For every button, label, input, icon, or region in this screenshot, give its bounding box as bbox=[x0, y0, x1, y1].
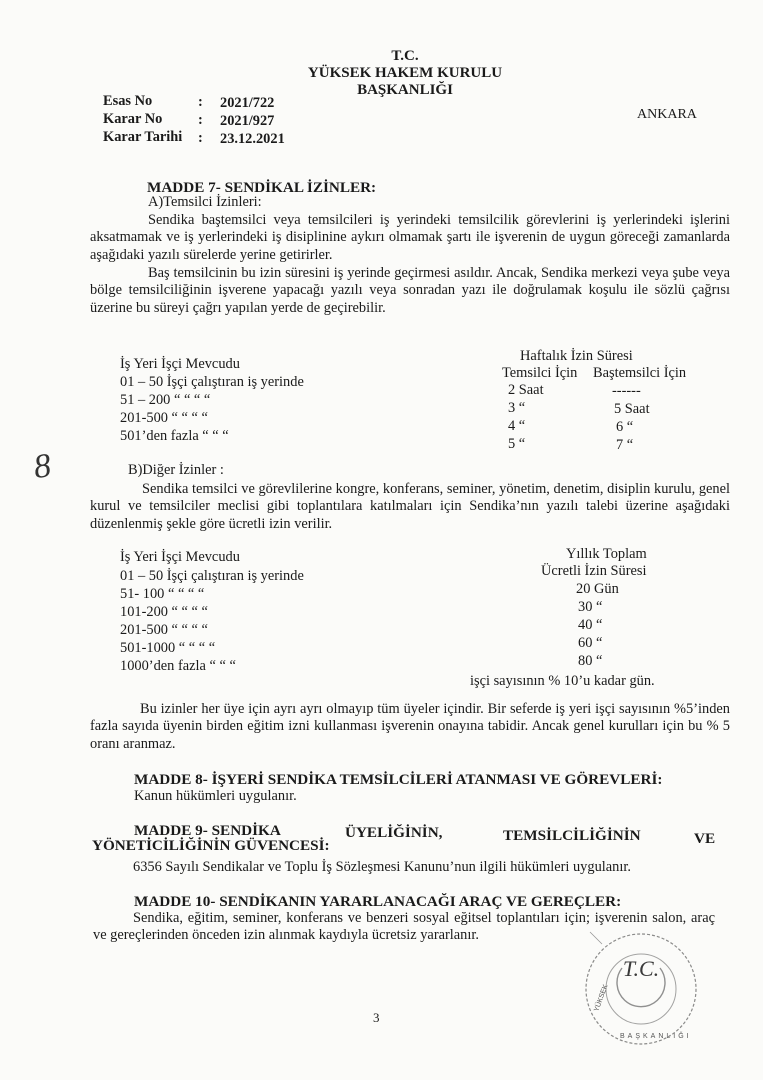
table1-row-bas: 6 “ bbox=[616, 419, 634, 435]
table1-col-bas: Baştemsilci İçin bbox=[593, 365, 687, 381]
header-presidency: BAŞKANLIĞI bbox=[357, 82, 453, 98]
madde7-title: MADDE 7- SENDİKAL İZİNLER: bbox=[147, 179, 377, 196]
madde8-title: MADDE 8- İŞYERİ SENDİKA TEMSİLCİLERİ ATANMASI VE GÖREVLERİ: bbox=[134, 771, 663, 788]
table2-row-range: 01 – 50 İşçi çalıştıran iş yerinde bbox=[120, 568, 304, 584]
table2-row-days: 80 “ bbox=[578, 653, 603, 669]
table1-row-temsilci: 4 “ bbox=[508, 418, 526, 434]
karar-colon: : bbox=[198, 112, 203, 128]
madde7-p3: Sendika temsilci ve görevlilerine kongre, konferans, seminer, yönetim, denetim, disiplin kurulu, genel kurul ve temsilciler meclisi gibi toplantılara katılmaları için Sendika’nın yazılı talebi üzerine aşağıdaki düzenlenmiş şekle göre ücretli izin verilir. bbox=[90, 481, 730, 532]
table2-left-header: İş Yeri İşçi Mevcudu bbox=[120, 549, 240, 565]
svg-text:BAŞKANLIĞI: BAŞKANLIĞI bbox=[620, 1033, 692, 1040]
table2-row-range: 201-500 “ “ “ “ bbox=[120, 622, 208, 638]
svg-text:T.C.: T.C. bbox=[622, 956, 660, 981]
table2-row-days: 40 “ bbox=[578, 617, 603, 633]
table1-row-range: 51 – 200 “ “ “ “ bbox=[120, 392, 211, 408]
table1-row-bas: 5 Saat bbox=[614, 401, 650, 417]
table1-row-temsilci: 2 Saat bbox=[508, 382, 544, 398]
table2-row-range: 1000’den fazla “ “ “ bbox=[120, 658, 236, 674]
table2-row-range: 501-1000 “ “ “ “ bbox=[120, 640, 216, 656]
table2-row-range: 101-200 “ “ “ “ bbox=[120, 604, 208, 620]
table1-col-temsilci: Temsilci İçin bbox=[502, 365, 578, 381]
table1-row-range: 201-500 “ “ “ “ bbox=[120, 410, 208, 426]
header-tc: T.C. bbox=[391, 48, 419, 64]
table2-row-days: işçi sayısının % 10’u kadar gün. bbox=[470, 673, 655, 689]
table2-right-header-1: Yıllık Toplam bbox=[566, 546, 647, 562]
table1-row-temsilci: 5 “ bbox=[508, 436, 526, 452]
table2-row-days: 30 “ bbox=[578, 599, 603, 615]
table2-row-days: 60 “ bbox=[578, 635, 603, 651]
madde9-text: 6356 Sayılı Sendikalar ve Toplu İş Sözleşmesi Kanunu’nun ilgili hükümleri uygulanır. bbox=[133, 859, 631, 875]
city: ANKARA bbox=[637, 107, 697, 122]
madde9-title-line2: YÖNETİCİLİĞİNİN GÜVENCESİ: bbox=[92, 837, 330, 854]
table2-right-header-2: Ücretli İzin Süresi bbox=[541, 563, 647, 579]
madde10-text: Sendika, eğitim, seminer, konferans ve benzeri sosyal eğitsel toplantıları için; işverenin salon, araç ve gereçlerinden önceden izin alınmak kaydıyla ücretsiz yararlanır. bbox=[93, 910, 715, 944]
karar-label: Karar No bbox=[103, 111, 163, 127]
madde7-p2: Baş temsilcinin bu izin süresini iş yerinde geçirmesi asıldır. Ancak, Sendika merkezi veya şube veya bölge temsilciliğinin işverene yapacağı yazılı veya sonradan yazı ile doğrulamak koşulu ile sözlü çağrısı üzerine bu süreyi çağrı yapılan yerde de geçirebilir. bbox=[90, 265, 730, 316]
esas-colon: : bbox=[198, 94, 203, 110]
table1-left-header: İş Yeri İşçi Mevcudu bbox=[120, 356, 240, 372]
official-seal-stamp bbox=[582, 930, 700, 1048]
table2-row-range: 51- 100 “ “ “ “ bbox=[120, 586, 205, 602]
handwritten-margin-mark: 8 bbox=[31, 447, 54, 487]
table1-right-header: Haftalık İzin Süresi bbox=[520, 348, 633, 364]
table1-row-range: 501’den fazla “ “ “ bbox=[120, 428, 229, 444]
table1-row-bas: 7 “ bbox=[616, 437, 634, 453]
svg-text:YÜKSEK: YÜKSEK bbox=[593, 983, 610, 1013]
table1-row-bas: ------ bbox=[612, 383, 641, 399]
esas-value: 2021/722 bbox=[220, 95, 275, 111]
header-institution: YÜKSEK HAKEM KURULU bbox=[307, 65, 503, 81]
table1-row-range: 01 – 50 İşçi çalıştıran iş yerinde bbox=[120, 374, 304, 390]
madde9-title-c: TEMSİLCİLİĞİNİN bbox=[503, 827, 641, 844]
tarih-label: Karar Tarihi bbox=[103, 129, 183, 145]
tarih-value: 23.12.2021 bbox=[220, 131, 285, 147]
madde8-text: Kanun hükümleri uygulanır. bbox=[134, 788, 297, 804]
madde10-title: MADDE 10- SENDİKANIN YARARLANACAĞI ARAÇ VE GEREÇLER: bbox=[134, 893, 622, 910]
madde7-p1: Sendika baştemsilci veya temsilcileri iş yerindeki temsilcilik görevlerini iş yerlerindeki işlerini aksatmamak ve iş yerlerindeki iş disiplinine aykırı olmamak şartı ile işverenin de uygun göreceği zamanlarda aşağıdaki yazılı sürelerde yerine getirirler. bbox=[90, 212, 730, 263]
madde9-title-a: MADDE 9- SENDİKA bbox=[134, 822, 281, 839]
madde9-title-b: ÜYELİĞİNİN, bbox=[345, 824, 443, 841]
table2-row-days: 20 Gün bbox=[576, 581, 619, 597]
table1-row-temsilci: 3 “ bbox=[508, 400, 526, 416]
esas-label: Esas No bbox=[103, 93, 153, 109]
page-number: 3 bbox=[373, 1010, 380, 1025]
tarih-colon: : bbox=[198, 130, 203, 146]
madde7-b-heading: B)Diğer İzinler : bbox=[128, 462, 224, 478]
karar-value: 2021/927 bbox=[220, 113, 275, 129]
madde7-a-heading: A)Temsilci İzinleri: bbox=[148, 194, 262, 210]
madde9-title-d: VE bbox=[694, 830, 716, 847]
madde7-p4: Bu izinler her üye için ayrı ayrı olmayıp tüm üyeler içindir. Bir seferde iş yeri işçi sayısının %5’inden fazla sayıda üyenin birden eğitim izni kullanması işverenin onayına tabidir. Ancak genel kurulları için bu % 5 oranı aranmaz. bbox=[90, 701, 730, 752]
